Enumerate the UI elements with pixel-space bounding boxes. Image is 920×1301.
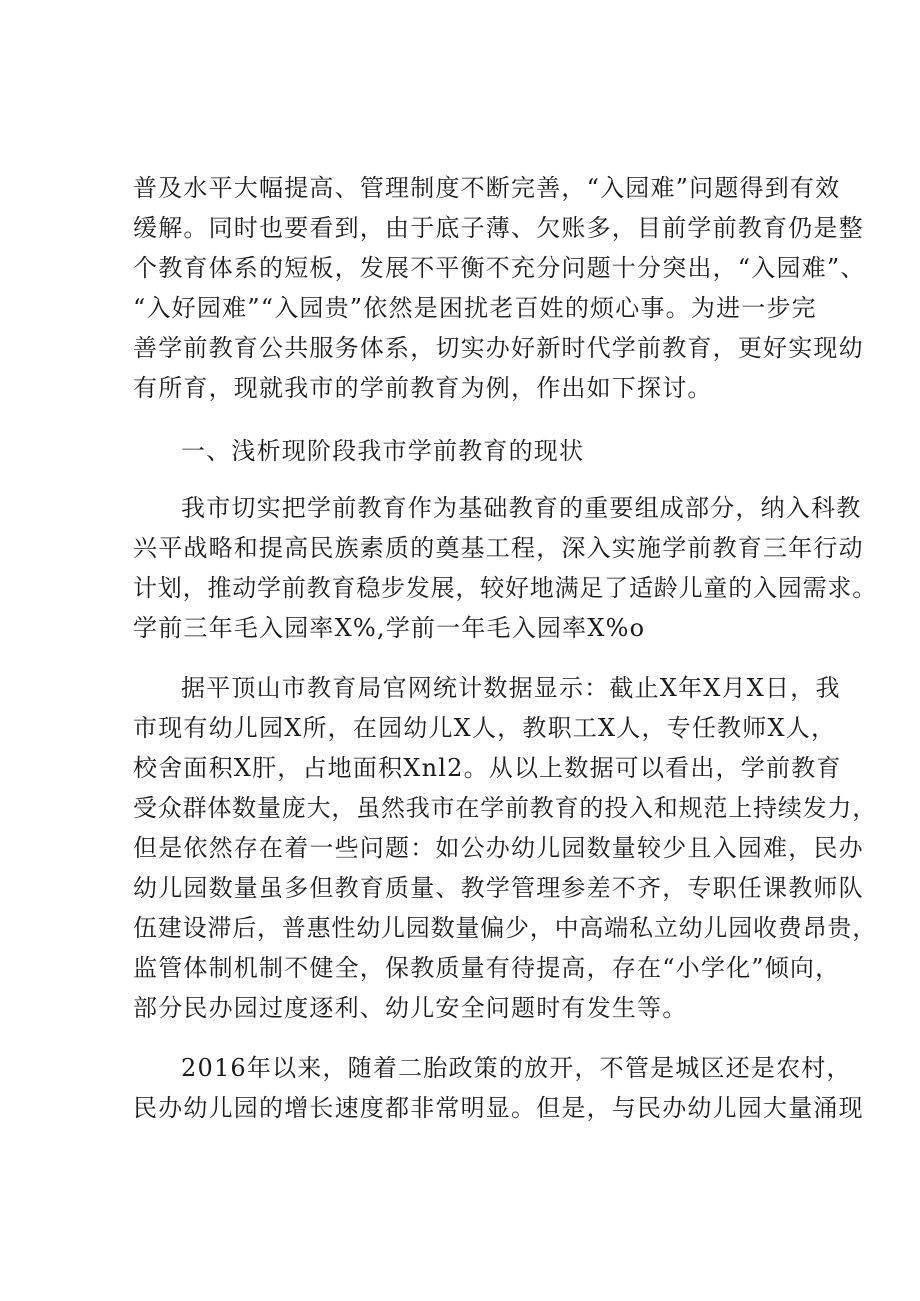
text-line: 普及水平大幅提高、管理制度不断完善，“入园难”问题得到有效 [133,174,841,202]
text-line: 有所育，现就我市的学前教育为例，作出如下探讨。 [133,374,713,402]
text-line: 兴平战略和提高民族素质的奠基工程，深入实施学前教育三年行动 [133,534,864,562]
text-line: 我市切实把学前教育作为基础教育的重要组成部分，纳入科教 [181,494,862,522]
text-line: 受众群体数量庞大，虽然我市在学前教育的投入和规范上持续发力， [133,794,877,822]
text-line: 校舍面积X肝，占地面积Xnl2。从以上数据可以看出，学前教育 [133,754,842,782]
text-line: “入好园难”“入园贵”依然是困扰老百姓的烦心事。为进一步完 [133,294,817,322]
text-line: 计划，推动学前教育稳步发展，较好地满足了适龄儿童的入园需求。 [133,574,877,602]
text-line: 部分民办园过度逐利、幼儿安全问题时有发生等。 [133,994,688,1022]
text-line: 监管体制机制不健全，保教质量有待提高，存在“小学化”倾向， [133,954,841,982]
text-line: 据平顶山市教育局官网统计数据显示：截止X年X月X日，我 [181,674,841,702]
text-line: 市现有幼儿园X所，在园幼儿X人，教职工X人，专任教师X人， [133,714,837,742]
text-line: 伍建设滞后，普惠性幼儿园数量偏少，中高端私立幼儿园收费昂贵， [133,914,877,942]
text-line: 善学前教育公共服务体系，切实办好新时代学前教育，更好实现幼 [133,334,864,362]
text-line: 2016年以来，随着二胎政策的放开，不管是城区还是农村， [181,1054,852,1082]
text-line: 学前三年毛入园率X%,学前一年毛入园率X%o [133,614,646,642]
text-line: 幼儿园数量虽多但教育质量、教学管理参差不齐，专职任课教师队 [133,874,864,902]
text-line: 个教育体系的短板，发展不平衡不充分问题十分突出，“入园难”、 [133,254,866,282]
text-line: 缓解。同时也要看到，由于底子薄、欠账多，目前学前教育仍是整 [133,214,864,242]
text-line: 民办幼儿园的增长速度都非常明显。但是，与民办幼儿园大量涌现 [133,1094,864,1122]
text-line: 但是依然存在着一些问题：如公办幼儿园数量较少且入园难，民办 [133,834,864,862]
section-heading: 一、浅析现阶段我市学前教育的现状 [181,437,585,465]
